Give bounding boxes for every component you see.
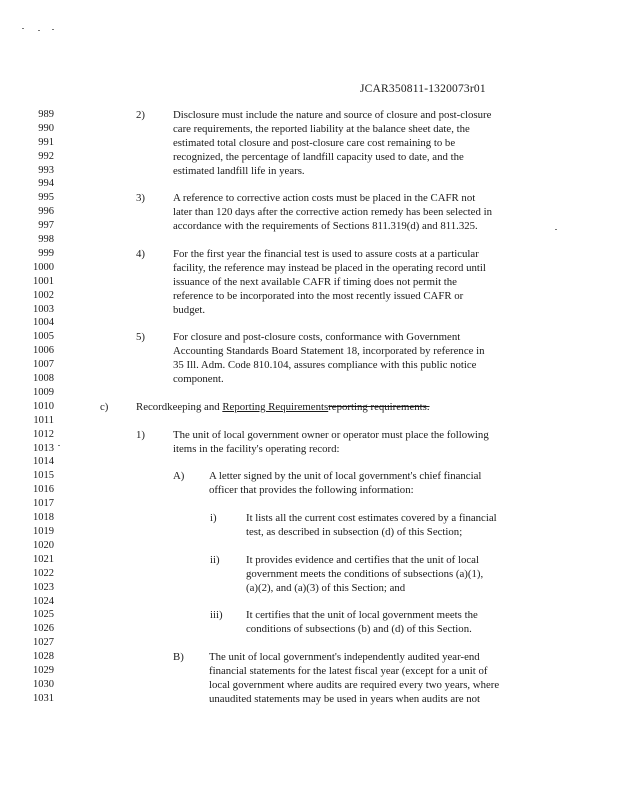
text-line: For the first year the financial test is used to assure costs at a particular — [173, 248, 479, 260]
text-line: Disclosure must include the nature and source of closure and post-closure — [173, 109, 492, 121]
item-label: 1) — [136, 429, 145, 441]
line-number: 1005 — [33, 331, 54, 342]
item-label: i) — [210, 512, 217, 524]
text-line: conditions of subsections (b) and (d) of this Section. — [246, 623, 472, 635]
line-number: 1018 — [33, 512, 54, 523]
text-line: 35 Ill. Adm. Code 810.104, assures compliance with this public notice — [173, 359, 477, 371]
text-line: estimated landfill life in years. — [173, 165, 305, 177]
item-label: 5) — [136, 331, 145, 343]
line-number: 1021 — [33, 554, 54, 565]
text-line: budget. — [173, 304, 206, 316]
text-line: The unit of local government owner or operator must place the following — [173, 429, 489, 441]
line-number: 990 — [38, 123, 54, 134]
scan-speck — [22, 28, 24, 29]
line-number: 1027 — [33, 637, 54, 648]
line-number: 1014 — [33, 456, 54, 467]
item-label: A) — [173, 470, 185, 482]
text-line: Accounting Standards Board Statement 18, incorporated by reference in — [173, 345, 485, 357]
line-number: 1022 — [33, 568, 54, 579]
item-label: 2) — [136, 109, 145, 121]
line-number: 991 — [38, 137, 54, 148]
scan-speck — [38, 30, 40, 31]
text-line: A letter signed by the unit of local government's chief financial — [209, 470, 482, 482]
line-number: 1015 — [33, 470, 54, 481]
item-label: B) — [173, 651, 184, 663]
text-line: local government where audits are required every two years, where — [209, 679, 500, 691]
text-line: officer that provides the following information: — [209, 484, 414, 496]
line-number: 994 — [38, 178, 54, 189]
line-number: 998 — [38, 234, 54, 245]
line-number: 1010 — [33, 401, 54, 412]
text-line: It provides evidence and certifies that the unit of local — [246, 554, 479, 566]
line-number: 1007 — [33, 359, 54, 370]
line-number: 1011 — [33, 415, 54, 426]
line-number: 989 — [38, 109, 54, 120]
line-number: 1025 — [33, 609, 54, 620]
line-number: 1003 — [33, 304, 54, 315]
line-number: 1019 — [33, 526, 54, 537]
line-number: 992 — [38, 151, 54, 162]
item-label: ii) — [210, 554, 220, 566]
heading-plain-text: Recordkeeping and — [136, 401, 223, 413]
text-line: later than 120 days after the corrective action remedy has been selected in — [173, 206, 492, 218]
line-number: 997 — [38, 220, 54, 231]
text-line: recognized, the percentage of landfill capacity used to date, and the — [173, 151, 464, 163]
line-number: 995 — [38, 192, 54, 203]
text-line: unaudited statements may be used in years when audits are not — [209, 693, 481, 705]
scan-speck — [555, 229, 557, 230]
section-heading — [136, 401, 430, 413]
line-number: 993 — [38, 165, 54, 176]
line-number: 1013 — [33, 443, 54, 454]
line-number: 1017 — [33, 498, 54, 509]
line-number: 1004 — [33, 317, 54, 328]
line-number: 1028 — [33, 651, 54, 662]
text-line: reference to be incorporated into the most recently issued CAFR or — [173, 290, 464, 302]
text-line: For closure and post-closure costs, conformance with Government — [173, 331, 461, 343]
text-line: facility, the reference may instead be placed in the operating record until — [173, 262, 486, 274]
text-line: The unit of local government's independently audited year-end — [209, 651, 480, 663]
line-number: 1029 — [33, 665, 54, 676]
line-number: 1000 — [33, 262, 54, 273]
text-line: It lists all the current cost estimates covered by a financial — [246, 512, 497, 524]
heading-deleted-text: reporting requirements. — [328, 401, 430, 413]
item-label: iii) — [210, 609, 223, 621]
line-number: 1016 — [33, 484, 54, 495]
line-number: 1031 — [33, 693, 54, 704]
line-number: 1030 — [33, 679, 54, 690]
text-line: accordance with the requirements of Sections 811.319(d) and 811.325. — [173, 220, 478, 232]
text-line: component. — [173, 373, 224, 385]
line-number: 1006 — [33, 345, 54, 356]
item-label: 3) — [136, 192, 145, 204]
text-line: financial statements for the latest fiscal year (except for a unit of — [209, 665, 488, 677]
document-id: JCAR350811-1320073r01 — [360, 83, 486, 95]
text-line: items in the facility's operating record: — [173, 443, 340, 455]
text-line: It certifies that the unit of local government meets the — [246, 609, 478, 621]
line-number: 1026 — [33, 623, 54, 634]
text-line: test, as described in subsection (d) of this Section; — [246, 526, 463, 538]
line-number: 1023 — [33, 582, 54, 593]
text-line: A reference to corrective action costs must be placed in the CAFR not — [173, 192, 476, 204]
line-number: 1001 — [33, 276, 54, 287]
line-number: 1020 — [33, 540, 54, 551]
text-line: (a)(2), and (a)(3) of this Section; and — [246, 582, 406, 594]
line-number: 999 — [38, 248, 54, 259]
scan-speck — [52, 29, 54, 30]
text-line: estimated total closure and post-closure care cost remaining to be — [173, 137, 456, 149]
line-number: 1009 — [33, 387, 54, 398]
text-line: care requirements, the reported liability at the balance sheet date, the — [173, 123, 470, 135]
text-line: issuance of the next available CAFR if timing does not permit the — [173, 276, 457, 288]
section-label: c) — [100, 401, 109, 413]
item-label: 4) — [136, 248, 145, 260]
heading-inserted-text: Reporting Requirements — [222, 401, 329, 413]
scan-speck — [58, 445, 60, 446]
line-number: 1002 — [33, 290, 54, 301]
text-line: government meets the conditions of subsections (a)(1), — [246, 568, 484, 580]
line-number: 1012 — [33, 429, 54, 440]
line-number: 1008 — [33, 373, 54, 384]
line-number: 1024 — [33, 596, 54, 607]
line-number: 996 — [38, 206, 54, 217]
